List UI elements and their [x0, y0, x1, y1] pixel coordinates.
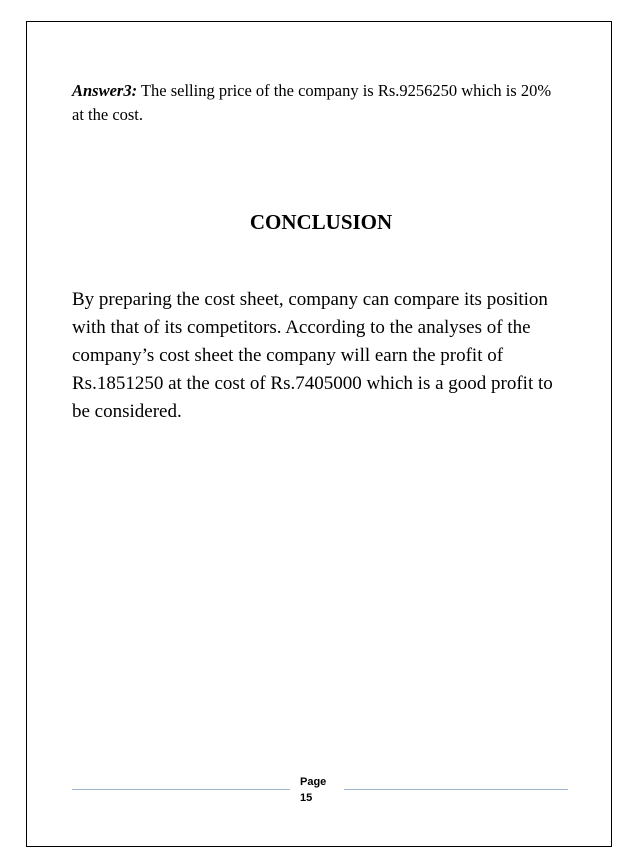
- answer-text: The selling price of the company is Rs.9256250 which is 20% at the cost.: [72, 81, 552, 124]
- page-border: [26, 21, 612, 847]
- answer-label: Answer3:: [72, 81, 138, 100]
- footer-rule-right: [344, 789, 568, 790]
- conclusion-heading: CONCLUSION: [249, 210, 393, 234]
- conclusion-heading-container: [0, 210, 638, 235]
- page-number: 15: [300, 792, 313, 804]
- footer-rule-left: [72, 789, 290, 790]
- page-number-label: [300, 774, 326, 806]
- page-word: Page: [300, 776, 327, 788]
- conclusion-paragraph: By preparing the cost sheet, company can compare its position with that of its competitors. According to the analyses of the company’s cost sheet the company will earn the profit of Rs.1851250 at the cost of Rs.7405000 which is a good profit to be considered.: [72, 289, 553, 422]
- answer-paragraph: [72, 79, 552, 127]
